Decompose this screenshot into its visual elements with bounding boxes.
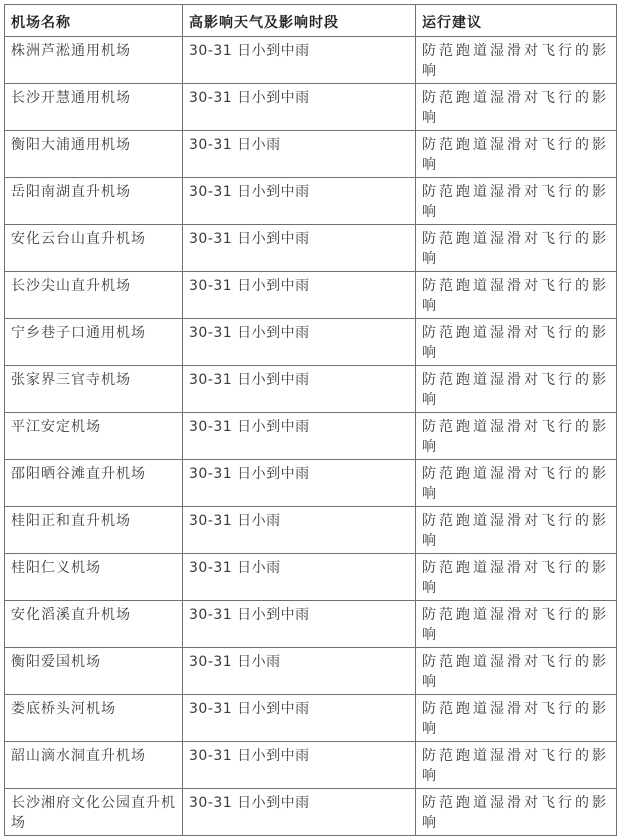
operation-advice-cell: 防范跑道湿滑对飞行的影响 (416, 84, 617, 131)
airport-name-cell: 宁乡巷子口通用机场 (5, 319, 183, 366)
operation-advice-cell: 防范跑道湿滑对飞行的影响 (416, 460, 617, 507)
weather-period-cell: 30-31 日小到中雨 (183, 789, 416, 836)
weather-period-cell: 30-31 日小雨 (183, 507, 416, 554)
table-row (5, 789, 617, 836)
weather-period-cell: 30-31 日小雨 (183, 554, 416, 601)
operation-advice-cell: 防范跑道湿滑对飞行的影响 (416, 789, 617, 836)
operation-advice-cell: 防范跑道湿滑对飞行的影响 (416, 554, 617, 601)
weather-period-cell: 30-31 日小到中雨 (183, 319, 416, 366)
airport-name-cell: 岳阳南湖直升机场 (5, 178, 183, 225)
airport-name-cell: 桂阳仁义机场 (5, 554, 183, 601)
operation-advice-cell: 防范跑道湿滑对飞行的影响 (416, 413, 617, 460)
airport-name-cell: 株洲芦淞通用机场 (5, 37, 183, 84)
table-row (5, 695, 617, 742)
airport-name-cell: 安化滔溪直升机场 (5, 601, 183, 648)
airport-weather-table (4, 4, 617, 836)
airport-name-cell: 长沙尖山直升机场 (5, 272, 183, 319)
operation-advice-cell: 防范跑道湿滑对飞行的影响 (416, 37, 617, 84)
table-row (5, 37, 617, 84)
airport-name-cell: 衡阳爱国机场 (5, 648, 183, 695)
operation-advice-cell: 防范跑道湿滑对飞行的影响 (416, 366, 617, 413)
airport-name-cell: 长沙湘府文化公园直升机场 (5, 789, 183, 836)
airport-name-cell: 安化云台山直升机场 (5, 225, 183, 272)
header-airport-name: 机场名称 (5, 5, 183, 37)
table-row (5, 413, 617, 460)
operation-advice-cell: 防范跑道湿滑对飞行的影响 (416, 695, 617, 742)
airport-name-cell: 娄底桥头河机场 (5, 695, 183, 742)
table-row (5, 366, 617, 413)
weather-period-cell: 30-31 日小到中雨 (183, 272, 416, 319)
weather-period-cell: 30-31 日小到中雨 (183, 178, 416, 225)
table-row (5, 225, 617, 272)
table-body (5, 37, 617, 836)
operation-advice-cell: 防范跑道湿滑对飞行的影响 (416, 272, 617, 319)
operation-advice-cell: 防范跑道湿滑对飞行的影响 (416, 178, 617, 225)
table-row (5, 131, 617, 178)
weather-period-cell: 30-31 日小到中雨 (183, 460, 416, 507)
table-row (5, 601, 617, 648)
weather-period-cell: 30-31 日小到中雨 (183, 366, 416, 413)
table-row (5, 319, 617, 366)
airport-name-cell: 长沙开慧通用机场 (5, 84, 183, 131)
weather-period-cell: 30-31 日小到中雨 (183, 225, 416, 272)
weather-period-cell: 30-31 日小到中雨 (183, 37, 416, 84)
weather-period-cell: 30-31 日小雨 (183, 131, 416, 178)
weather-period-cell: 30-31 日小到中雨 (183, 601, 416, 648)
airport-name-cell: 衡阳大浦通用机场 (5, 131, 183, 178)
table-row (5, 554, 617, 601)
header-weather-period: 高影响天气及影响时段 (183, 5, 416, 37)
operation-advice-cell: 防范跑道湿滑对飞行的影响 (416, 648, 617, 695)
table-row (5, 742, 617, 789)
table-row (5, 272, 617, 319)
table-row (5, 648, 617, 695)
airport-name-cell: 邵阳晒谷滩直升机场 (5, 460, 183, 507)
operation-advice-cell: 防范跑道湿滑对飞行的影响 (416, 319, 617, 366)
operation-advice-cell: 防范跑道湿滑对飞行的影响 (416, 742, 617, 789)
weather-period-cell: 30-31 日小到中雨 (183, 413, 416, 460)
operation-advice-cell: 防范跑道湿滑对飞行的影响 (416, 225, 617, 272)
weather-period-cell: 30-31 日小到中雨 (183, 695, 416, 742)
table-row (5, 460, 617, 507)
table-header (5, 5, 617, 37)
header-row (5, 5, 617, 37)
table-row (5, 507, 617, 554)
airport-name-cell: 张家界三官寺机场 (5, 366, 183, 413)
weather-period-cell: 30-31 日小到中雨 (183, 84, 416, 131)
operation-advice-cell: 防范跑道湿滑对飞行的影响 (416, 601, 617, 648)
airport-name-cell: 桂阳正和直升机场 (5, 507, 183, 554)
airport-name-cell: 平江安定机场 (5, 413, 183, 460)
weather-period-cell: 30-31 日小到中雨 (183, 742, 416, 789)
table-row (5, 178, 617, 225)
table-row (5, 84, 617, 131)
header-operation-advice: 运行建议 (416, 5, 617, 37)
operation-advice-cell: 防范跑道湿滑对飞行的影响 (416, 507, 617, 554)
operation-advice-cell: 防范跑道湿滑对飞行的影响 (416, 131, 617, 178)
weather-period-cell: 30-31 日小雨 (183, 648, 416, 695)
airport-name-cell: 韶山滴水洞直升机场 (5, 742, 183, 789)
